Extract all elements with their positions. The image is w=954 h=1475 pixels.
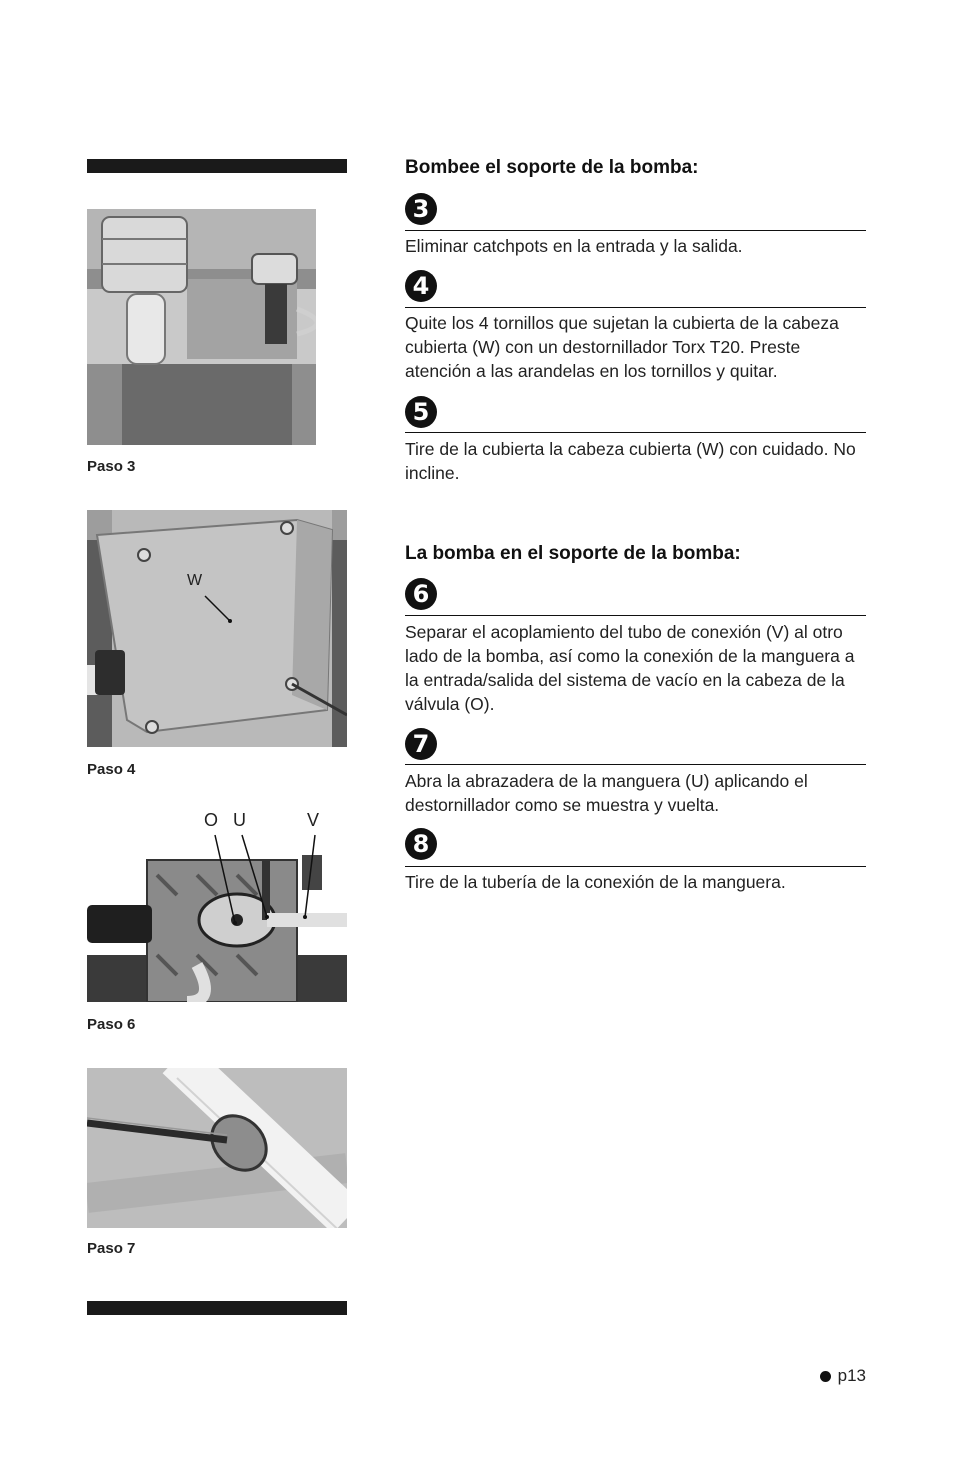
step-text-8: Tire de la tubería de la conexión de la manguera.	[405, 872, 786, 892]
label-w: W	[187, 572, 203, 589]
step-text-6: Separar el acoplamiento del tubo de conexión (V) al otro lado de la bomba, así como la conexión de la manguera a la entrada/salida del sistema de vacío en la cabeza de la válvula (O).	[405, 622, 855, 714]
caption-step-4: Paso 4	[87, 761, 136, 778]
bullet-icon	[820, 1371, 831, 1382]
step-text-7: Abra la abrazadera de la manguera (U) aplicando el destornillador como se muestra y vuelta.	[405, 771, 808, 815]
caption-step-3: Paso 3	[87, 458, 136, 475]
step-text-4: Quite los 4 tornillos que sujetan la cubierta de la cabeza cubierta (W) con un destornillador Torx T20. Preste atención a las arandelas en los tornillos y quitar.	[405, 313, 839, 381]
section-heading-2: La bomba en el soporte de la bomba:	[405, 543, 741, 564]
photo-step-4	[87, 510, 347, 747]
page-number-text: p13	[837, 1366, 866, 1385]
photo-step-7	[87, 1068, 347, 1228]
page-number	[820, 1366, 866, 1386]
step-rule-5	[405, 432, 866, 433]
step-number-4: 4	[405, 270, 437, 302]
step-number-5: 5	[405, 396, 437, 428]
step-rule-3	[405, 230, 866, 231]
caption-step-7: Paso 7	[87, 1240, 136, 1257]
section-heading-1: Bombee el soporte de la bomba:	[405, 157, 699, 178]
step-rule-7	[405, 764, 866, 765]
photo-step-3	[87, 209, 316, 445]
step-text-5: Tire de la cubierta la cabeza cubierta (W) con cuidado. No incline.	[405, 439, 856, 483]
step-rule-6	[405, 615, 866, 616]
label-u: U	[233, 810, 246, 830]
step-number-6: 6	[405, 578, 437, 610]
label-o: O	[204, 810, 219, 830]
figure-step-6	[87, 805, 347, 1002]
step-text-3: Eliminar catchpots en la entrada y la salida.	[405, 236, 743, 256]
label-v: V	[307, 810, 320, 830]
caption-step-6: Paso 6	[87, 1016, 136, 1033]
step-number-8: 8	[405, 828, 437, 860]
step-number-3: 3	[405, 193, 437, 225]
bottom-divider-bar	[87, 1301, 347, 1315]
step-number-7: 7	[405, 728, 437, 760]
top-divider-bar	[87, 159, 347, 173]
step-rule-4	[405, 307, 866, 308]
step-rule-8	[405, 866, 866, 867]
